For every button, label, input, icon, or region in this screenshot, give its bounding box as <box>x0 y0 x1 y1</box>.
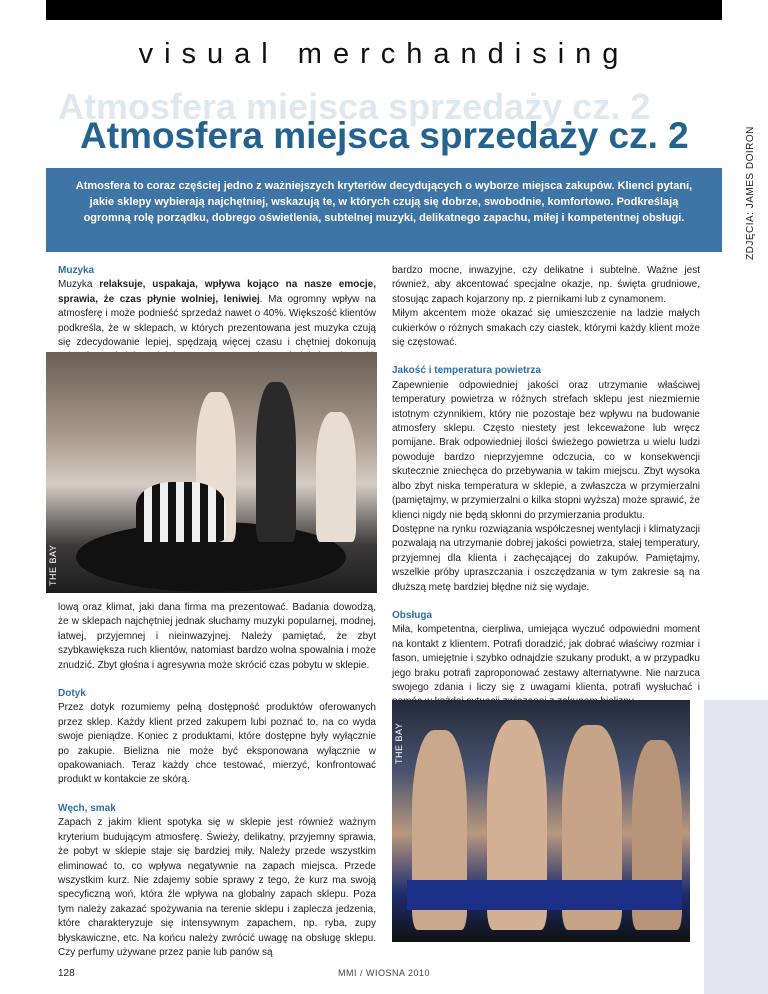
wech-text: Zapach z jakim klient spotyka się w sklepie jest również ważnym kryterium budującym atmosferę. Świeży, delikatny, przyjemny sprawia, że pobyt w sklepie staje się bardziej miły. Należy przede wszystkim eliminować to, co wpływa negatywnie na zapach miejsca. Przede wszystkim kurz. Nie zdajemy sobie sprawy z tego, że kurz ma swoją specyficzną woń, która źle wpływa na globalny zapach sklepu. Poza tym należy zakazać spożywania na terenie sklepu i zaplecza jedzenia, które charakteryzuje się intensywnym zapachem, np. ryba, zupy błyskawiczne, etc. Na końcu należy zwrócić uwagę na obsługę sklepu. Czy perfumy używane przez panie lub panów są <box>58 817 376 958</box>
heading-dotyk: Dotyk <box>58 688 86 700</box>
jakosc-text-2: Dostępne na rynku rozwiązania współczesnej wentylacji i klimatyzacji pozwalają na utrzymanie dobrej jakości powietrza, stałej temperatury, przyjemnej dla klienta i zachęcającej do zakupów. Pamiętajmy, wszelkie próby upraszczania i oszczędzania w tym zakresie są na dłuższą metę bardziej błędne niż się wydaje. <box>392 523 700 593</box>
image-credit-2: THE BAY <box>394 722 404 764</box>
top-bar <box>46 0 722 20</box>
store-photo-mannequins <box>392 700 690 942</box>
image-credit-1: THE BAY <box>48 544 58 586</box>
right-col <box>392 264 700 710</box>
article-title: Atmosfera miejsca sprzedaży cz. 2 <box>80 115 689 156</box>
page-number: 128 <box>58 968 75 979</box>
heading-jakosc: Jakość i temperatura powietrza <box>392 365 541 377</box>
jakosc-text: Zapewnienie odpowiedniej jakości oraz utrzymanie właściwej temperatury powietrza w różnych strefach sklepu jest niezmiernie istotnym czynnikiem, który nie pozostaje bez wpływu na budowanie atmosfery sklepu. Często niestety jest lekceważone lub wręcz pomijane. Brak odpowiedniej ilości świeżego powietrza u wielu ludzi powoduje bardzo nieprzyjemne odczucia, co w konsekwencji skutecznie zniechęca do przebywania w takim miejscu. Zbyt wysoka albo zbyt niska temperatura w sklepie, a zwłaszcza w przymierzalni (pamiętajmy, w przymierzalni o kilka stopni wyższa) może sprawić, że klienci nigdy nie będą skłonni do przymierzania produktu. <box>392 379 700 521</box>
wech-continued-2: Miłym akcentem może okazać się umieszczenie na ladzie małych cukierków o różnych smakach czy ciastek, którymi każdy klient może się częstować. <box>392 308 700 349</box>
heading-obsluga: Obsługa <box>392 609 433 621</box>
muzyka-continued: lową oraz klimat, jaki dana firma ma prezentować. Badania dowodzą, że w sklepach najchętniej jednak słuchamy muzyki popularnej, modnej, łatwej, przyjemnej i nieinwazyjnej. Należy pamiętać, że zbyt szybkawiększa ruch klientów, natomiast bardzo wolna spowalnia i może znudzić. Zbyt głośna i agresywna może skrócić czas pobytu w sklepie. <box>58 602 376 671</box>
title-shadow: Atmosfera miejsca sprzedaży cz. 2 <box>58 86 651 127</box>
store-photo-lingerie <box>46 352 377 593</box>
lead-text: Atmosfera to coraz częściej jedno z ważniejszych kryteriów decydujących o wyborze miejsca zakupów. Klienci pytani, jakie sklepy wybierają najchętniej, wskazują te, w których czują się dobrze, swobodnie, komfortowo. Podkreślają ogromną rolę porządku, dobrego oświetlenia, subtelnej muzyki, delikatnego zapachu, miłej i kompetentnej obsługi. <box>75 180 693 224</box>
muzyka-text-a: Muzyka <box>58 279 100 291</box>
muzyka-text-c: . Ma ogromny wpływ na atmosferę i może podnieść sprzedaż nawet o 40%. Większość klientów podkreśla, że w sklepach, w których prezentowana jest muzyka czują się zdecydowanie lepiej, spędzają więcej czasu i chętniej dokonują <box>58 293 376 349</box>
heading-muzyka: Muzyka <box>58 265 95 276</box>
heading-wech: Węch, smak <box>58 802 116 814</box>
photo-credit: ZDJĘCIA: JAMES DOIRON <box>745 126 756 260</box>
section-header: visual merchandising <box>138 38 630 70</box>
left-col-bottom <box>58 601 376 960</box>
wech-continued: bardzo mocne, inwazyjne, czy delikatne i subtelne. Ważne jest również, aby akcentować specjalne okazje, np. święta grudniowe, stosując zapach kojarzony np. z piernikami lub z cynamonem. <box>392 265 700 305</box>
footer-issue: MMI / WIOSNA 2010 <box>337 968 431 978</box>
lead-box <box>46 168 722 252</box>
muzyka-text-bold: relaksuje, uspakaja, wpływa kojąco na nasze emocje, sprawia, że czas płynie wolniej, leniwiej <box>58 279 377 305</box>
dotyk-text: Przez dotyk rozumiemy pełną dostępność produktów oferowanych przez sklep. Każdy klient przed zakupem lubi poznać to, na co wyda swoje pieniądze. Koniec z produktami, które dostępne były wyłącznie po zakupie. Bielizna nie może być eksponowana wyłącznie w opakowaniach. Teraz każdy chce testować, mierzyć, konfrontować produkt w kontakcie ze skórą. <box>58 702 376 786</box>
obsluga-text: Miła, kompetentna, cierpliwa, umiejąca wyczuć odpowiedni moment na kontakt z klientem. Potrafi doradzić, jak dobrać właściwy rozmiar i fason, umiejętnie i szybko odnajdzie szukany produkt, a w przypadku jego braku potrafi zaproponować zestawy alternatywne. Nie narzuca swojego zdania i liczy się z uwagami klienta, potrafi wysłuchać i <box>392 624 700 693</box>
side-tab <box>704 700 768 994</box>
